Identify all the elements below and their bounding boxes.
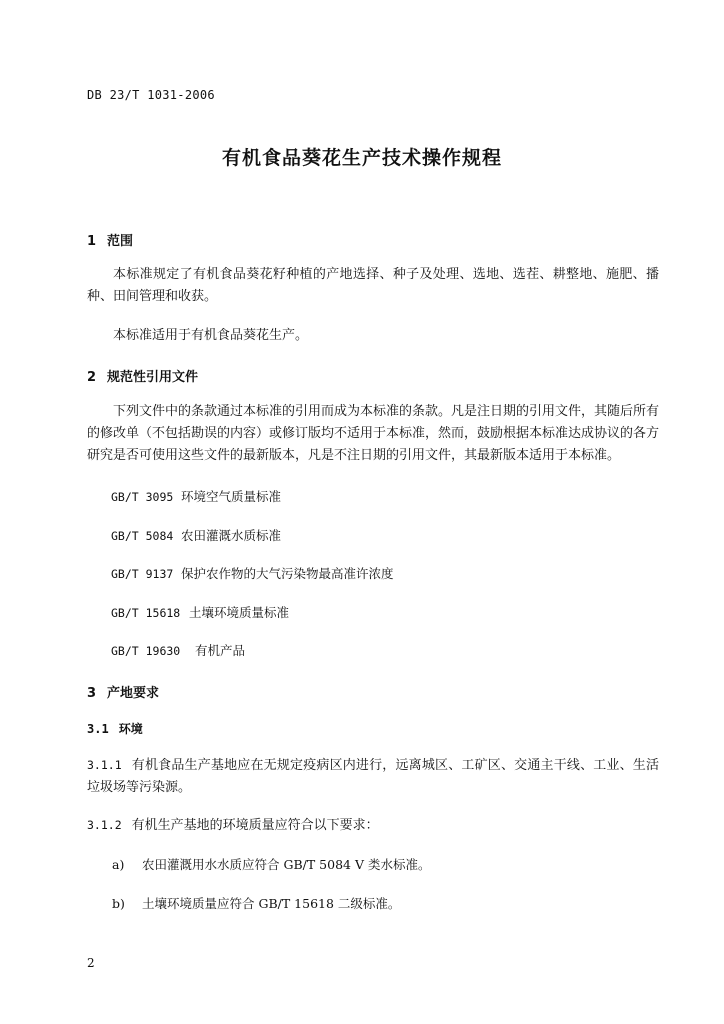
subsection-title: 环境: [118, 722, 143, 736]
clause-text: 有机生产基地的环境质量应符合以下要求：: [131, 818, 379, 833]
reference-item: [111, 487, 281, 505]
reference-item: [111, 603, 289, 621]
list-item-label: a): [112, 857, 125, 872]
section-2-paragraph: 下列文件中的条款通过本标准的引用而成为本标准的条款。凡是注日期的引用文件，其随后所有的修改单（不包括勘误的内容）或修订版均不适用于本标准，然而，鼓励根据本标准达成协议的各方研究是否可使用这些文件的最新版本，凡是不注日期的引用文件，其最新版本适用于本标准。: [87, 404, 660, 463]
reference-code: GB/T 9137: [111, 567, 174, 581]
section-1-paragraph-1: 本标准规定了有机食品葵花籽种植的产地选择、种子及处理、选地、选茬、耕整地、施肥、播种、田间管理和收获。: [87, 267, 659, 304]
reference-name: 保护农作物的大气污染物最高准许浓度: [181, 566, 394, 581]
section-title: 规范性引用文件: [107, 370, 199, 385]
reference-item: [111, 564, 394, 582]
reference-name: 环境空气质量标准: [181, 489, 282, 504]
list-item: [112, 894, 400, 912]
list-item: [112, 855, 430, 873]
clause-number: 3.1.1: [87, 758, 122, 772]
section-3-heading: [87, 682, 159, 701]
reference-item: [111, 526, 281, 544]
subsection-3-1-heading: [87, 720, 143, 737]
list-item-text: 土壤环境质量应符合 GB/T 15618 二级标准。: [142, 896, 401, 911]
reference-code: GB/T 19630: [111, 644, 181, 658]
clause-3-1-1: [87, 754, 659, 799]
list-item-text: 农田灌溉用水水质应符合 GB/T 5084 V 类水标准。: [142, 857, 431, 872]
reference-item: [111, 641, 245, 659]
list-item-label: b): [112, 896, 125, 911]
reference-code: GB/T 3095: [111, 490, 174, 504]
section-title: 范围: [107, 234, 134, 249]
clause-number: 3.1.2: [87, 818, 122, 832]
reference-code: GB/T 15618: [111, 606, 181, 620]
document-title: 有机食品葵花生产技术操作规程: [221, 147, 502, 169]
clause-text: 有机食品生产基地应在无规定疫病区内进行，远离城区、工矿区、交通主干线、工业、生活垃圾场等污染源。: [87, 758, 659, 795]
section-number: 1: [87, 234, 97, 249]
clause-3-1-2: [87, 814, 659, 837]
section-1-paragraph-2: 本标准适用于有机食品葵花生产。: [113, 328, 309, 343]
section-2-heading: [87, 366, 198, 385]
section-number: 3: [87, 686, 97, 701]
reference-code: GB/T 5084: [111, 529, 174, 543]
page-number: 2: [87, 956, 95, 970]
reference-name: 土壤环境质量标准: [189, 605, 290, 620]
reference-name: 农田灌溉水质标准: [181, 528, 282, 543]
section-1-heading: [87, 230, 133, 249]
document-number: DB 23/T 1031-2006: [87, 88, 215, 102]
subsection-number: 3.1: [87, 722, 109, 736]
section-number: 2: [87, 370, 97, 385]
reference-name: 有机产品: [195, 643, 246, 658]
section-title: 产地要求: [107, 686, 160, 701]
